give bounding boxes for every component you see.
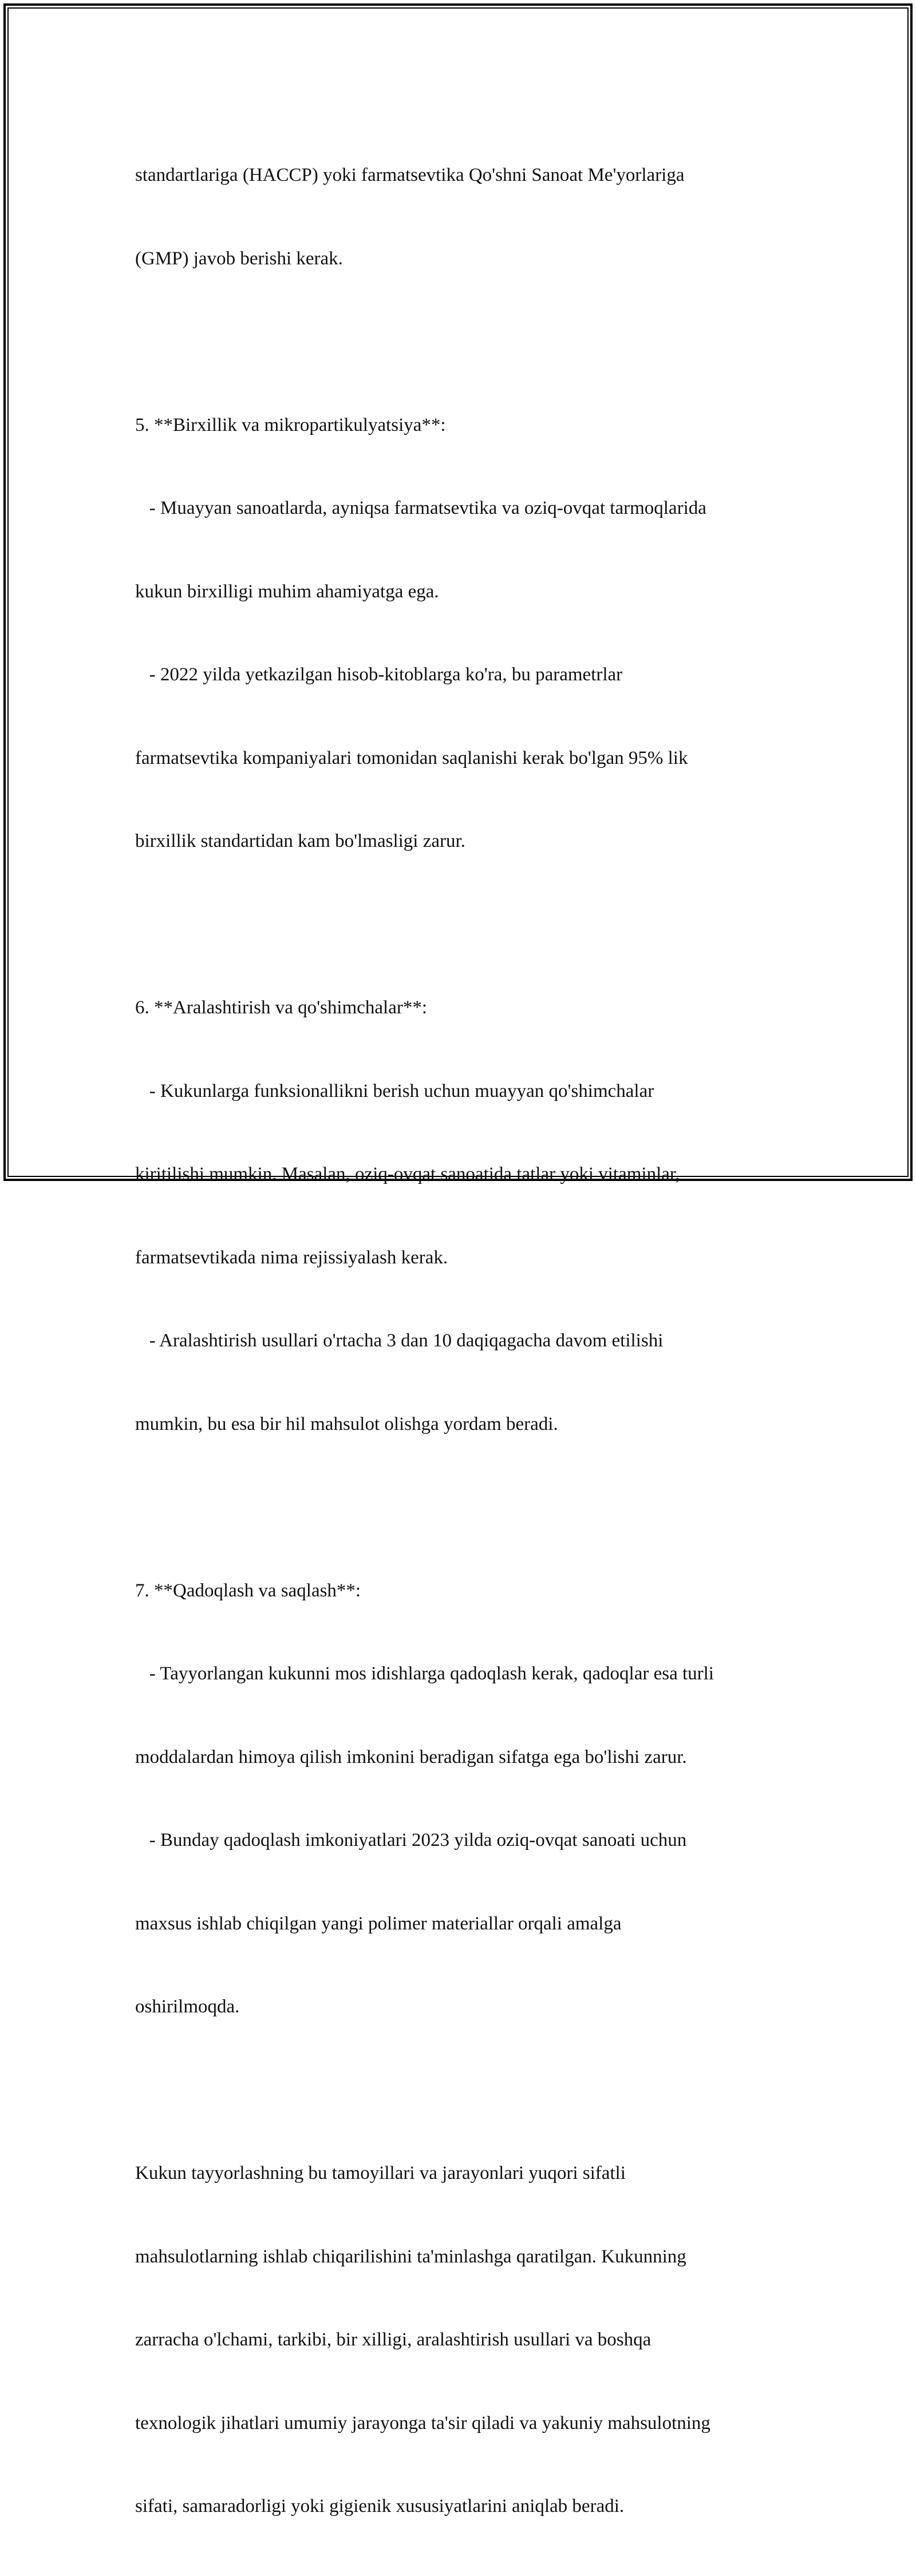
section-line: maxsus ishlab chiqilgan yangi polimer materiallar orqali amalga (135, 1913, 622, 1934)
intro-line: (GMP) javob berishi kerak. (135, 248, 343, 269)
conclusion-line: Kukun tayyorlashning bu tamoyillari va jarayonlari yuqori sifatli (135, 2163, 626, 2183)
section-line: kukun birxilligi muhim ahamiyatga ega. (135, 581, 439, 602)
conclusion-line: sifati, samaradorligi yoki gigienik xususiyatlarini aniqlab beradi. (135, 2496, 625, 2516)
section-line: - Tayyorlangan kukunni mos idishlarga qadoqlash kerak, qadoqlar esa turli (135, 1663, 714, 1684)
section-line: - Muayyan sanoatlarda, ayniqsa farmatsevtika va oziq-ovqat tarmoqlarida (135, 498, 706, 518)
section-heading: 7. **Qadoqlash va saqlash**: (135, 1580, 361, 1601)
conclusion-line: mahsulotlarning ishlab chiqarilishini ta'minlashga qaratilgan. Kukunning (135, 2246, 686, 2267)
conclusion-line: texnologik jihatlari umumiy jarayonga ta'sir qiladi va yakuniy mahsulotning (135, 2412, 710, 2434)
conclusion-line: zarracha o'lchami, tarkibi, bir xilligi, aralashtirish usullari va boshqa (135, 2329, 652, 2350)
section-line: oshirilmoqda. (135, 1996, 240, 2017)
section-line: farmatsevtika kompaniyalari tomonidan saqlanishi kerak bo'lgan 95% lik (135, 747, 688, 768)
section-line: birxillik standartidan kam bo'lmasligi zarur. (135, 831, 465, 851)
section-7 (135, 1521, 793, 2076)
section-line: - Bunday qadoqlash imkoniyatlari 2023 yilda oziq-ovqat sanoati uchun (135, 1830, 687, 1850)
section-line: - Kukunlarga funksionallikni berish uchun muayyan qo'shimchalar (135, 1080, 654, 1101)
section-line: kiritilishi mumkin. Masalan, oziq-ovqat sanoatida tatlar yoki vitaminlar, (135, 1164, 680, 1184)
paragraph-spacer (135, 1493, 793, 1521)
paragraph-spacer (135, 911, 793, 939)
section-line: moddalardan himoya qilish imkonini beradigan sifatga ega bo'lishi zarur. (135, 1746, 687, 1767)
section-line: farmatsevtikada nima rejissiyalash kerak. (135, 1247, 448, 1268)
section-heading: 5. **Birxillik va mikropartikulyatsiya**: (135, 414, 446, 435)
document-body (135, 106, 793, 2576)
paragraph-spacer (135, 2076, 793, 2105)
section-line: mumkin, bu esa bir hil mahsulot olishga yordam beradi. (135, 1413, 558, 1434)
intro-line: standartlariga (HACCP) yoki farmatsevtika Qo'shni Sanoat Me'yorlariga (135, 165, 685, 185)
section-6 (135, 938, 793, 1493)
section-line: - 2022 yilda yetkazilgan hisob-kitoblarga ko'ra, bu parametrlar (135, 664, 623, 685)
intro-paragraph (135, 106, 793, 328)
section-line: - Aralashtirish usullari o'rtacha 3 dan 10 daqiqagacha davom etilishi (135, 1330, 664, 1351)
paragraph-spacer (135, 328, 793, 356)
section-5 (135, 356, 793, 911)
section-heading: 6. **Aralashtirish va qo'shimchalar**: (135, 997, 428, 1018)
conclusion-paragraph (135, 2104, 793, 2576)
